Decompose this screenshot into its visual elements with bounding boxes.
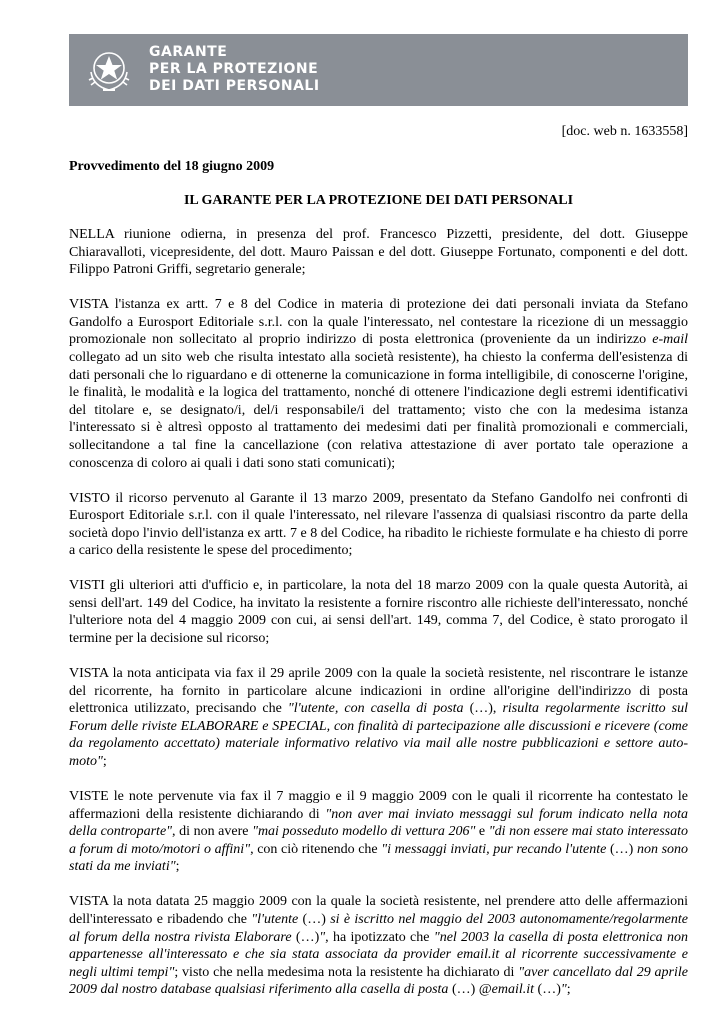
paragraph-2-text-a: VISTA l'istanza ex artt. 7 e 8 del Codice in materia di protezione dei dati personali inviata da Stefano Gandolfo a Eurosport Editoriale s.r.l. con la quale l'interessato, nel contestare la ricezione di un messaggio promozionale non sollecitato al proprio indirizzo di posta elettronica (proveniente da un indirizzo: [69, 297, 688, 348]
paragraph-7-text-i: ; visto che nella medesima nota la resistente ha dichiarato di: [174, 964, 519, 980]
paragraph-7-quote-d: si è iscritto nel maggio del 2003 autonomamente/regolarmente al forum della nostra rivista Elaborare: [69, 911, 689, 945]
paragraph-7-text-o: ;: [566, 982, 571, 998]
paragraph-2-text-c: collegato ad un sito web che risulta intestato alla società resistente), ha chiesto la conferma dell'esistenza di dati personali che lo riguardano e di ottenerne la comunicazione in forma intelligibile, di conoscerne l'origine, le finalità, le modalità e la logica del trattamento, nonché di ottenere l'indicazione degli estremi identificativi del titolare e, se designato/i, del/i responsabile/i del trattamento; visto che con la medesima istanza l'interessato si è altresì opposto al trattamento dei medesimi dati per finalità promozionali e commerciali, sollecitandone a tal fine la cancellazione (con relativa attestazione di aver portato tale operazione a conoscenza di coloro ai quali i dati sono stati comunicati);: [69, 349, 688, 471]
paragraph-7-quote-l: @email.it: [478, 982, 535, 998]
paragraph-6-text-a: VISTE le note pervenute via fax il 7 maggio e il 9 maggio 2009 con le quali il ricorrente ha contestato le affermazioni della resistente dichiarando di: [69, 788, 688, 822]
paragraph-7-text-e: (…): [291, 929, 320, 945]
paragraph-6-text-c: , di non avere: [172, 824, 253, 840]
paragraph-6: [69, 788, 688, 876]
paragraph-5-text-c: (…),: [463, 701, 503, 717]
org-name-line1: GARANTE: [149, 44, 228, 60]
paragraph-4: [69, 577, 688, 647]
paragraph-2: [69, 296, 688, 472]
paragraph-5-quote-d: risulta regolarmente iscritto sul Forum delle riviste ELABORARE e SPECIAL, con finalità di partecipazione alle discussioni e ricevere (come da regolamento accettato) materiale informativo relativo via mail alle nostre pubblicazioni e settore auto-moto": [69, 701, 689, 769]
paragraph-3: [69, 490, 688, 560]
paragraph-6-text-i: (…): [606, 841, 637, 857]
document-body: [69, 226, 688, 1016]
org-name: [149, 44, 320, 95]
paragraph-6-quote-j: non sono stati da me inviati": [69, 841, 689, 875]
paragraph-7-quote-b: "l'utente: [251, 911, 299, 927]
italian-republic-emblem-icon: [81, 42, 137, 98]
paragraph-3-text: VISTO il ricorso pervenuto al Garante il 13 marzo 2009, presentato da Stefano Gandolfo nei confronti di Eurosport Editoriale s.r.l. con il quale l'interessato, nel rilevare l'assenza di qualsiasi riscontro da parte della società dopo l'invio dell'istanza ex artt. 7 e 8 del Codice, ha ribadito le richieste formulate e ha chiesto di porre a carico della resistente le spese del procedimento;: [69, 490, 688, 559]
doc-reference: [doc. web n. 1633558]: [561, 124, 688, 139]
paragraph-6-quote-b: "non aver mai inviato messaggi sul forum indicato nella nota della controparte": [69, 806, 688, 840]
paragraph-1-text: NELLA riunione odierna, in presenza del prof. Francesco Pizzetti, presidente, del dott. Giuseppe Chiaravalloti, vicepresidente, del dott. Mauro Paissan e del dott. Giuseppe Fortunato, componenti e del dott. Filippo Patroni Griffi, segretario generale;: [69, 227, 688, 278]
paragraph-7-text-g: , ha ipotizzato che: [325, 929, 434, 945]
paragraph-1: [69, 226, 688, 279]
paragraph-6-text-k: ;: [175, 859, 180, 875]
header-banner: [69, 34, 688, 106]
paragraph-7-quote-h: "nel 2003 la casella di posta elettronica non appartenesse all'interessato e che sia stata associata da provider email.it al ricorrente successivamente e negli ultimi tempi": [69, 929, 689, 980]
document-heading: IL GARANTE PER LA PROTEZIONE DEI DATI PERSONALI: [183, 193, 574, 208]
paragraph-7-quote-j: "aver cancellato dal 29 aprile 2009 dal nostro database qualsiasi riferimento alla casella di posta: [69, 964, 688, 998]
paragraph-7-text-a: VISTA la nota datata 25 maggio 2009 con la quale la società resistente, nel prendere atto delle affermazioni dell'interessato e ribadendo che: [69, 894, 688, 927]
paragraph-2-italic: e-mail: [652, 332, 688, 348]
paragraph-6-quote-h: "i messaggi inviati, pur recando l'utente: [381, 841, 607, 857]
paragraph-7-text-m: (…): [534, 982, 561, 998]
org-name-line3: DEI DATI PERSONALI: [149, 78, 320, 94]
paragraph-6-quote-d: "mai posseduto modello di vettura 206": [252, 824, 476, 840]
paragraph-5-quote-b: "l'utente, con casella di posta: [287, 701, 464, 717]
paragraph-7-text-c: (…): [298, 911, 331, 927]
paragraph-7-text-k: (…): [448, 982, 479, 998]
paragraph-5: [69, 665, 688, 771]
paragraph-5-text-a: VISTA la nota anticipata via fax il 29 aprile 2009 con la quale la società resistente, nel riscontrare le istanze del ricorrente, ha fornito in particolare alcune indicazioni in ordine all'origine dell'indirizzo di posta elettronica utilizzato, precisando che: [69, 666, 688, 717]
paragraph-7-quote-n: ": [560, 982, 567, 998]
paragraph-5-text-e: ;: [102, 754, 107, 769]
document-title: Provvedimento del 18 giugno 2009: [69, 159, 275, 174]
org-name-line2: PER LA PROTEZIONE: [149, 61, 319, 77]
paragraph-6-quote-f: "di non essere mai stato interessato a forum di moto/motori o affini": [69, 824, 689, 857]
paragraph-4-text: VISTI gli ulteriori atti d'ufficio e, in particolare, la nota del 18 marzo 2009 con la quale questa Autorità, ai sensi dell'art. 149 del Codice, ha invitato la resistente a fornire riscontro alle richieste dell'interessato, nonché l'ulteriore nota del 4 maggio 2009 con cui, ai sensi dell'art. 149, comma 7, del Codice, è stato prorogato il termine per la decisione sul ricorso;: [69, 578, 688, 647]
paragraph-6-text-e: e: [475, 824, 489, 840]
paragraph-6-text-g: , con ciò ritenendo che: [250, 841, 382, 857]
paragraph-7: [69, 893, 688, 999]
paragraph-7-quote-f: ": [319, 929, 326, 945]
